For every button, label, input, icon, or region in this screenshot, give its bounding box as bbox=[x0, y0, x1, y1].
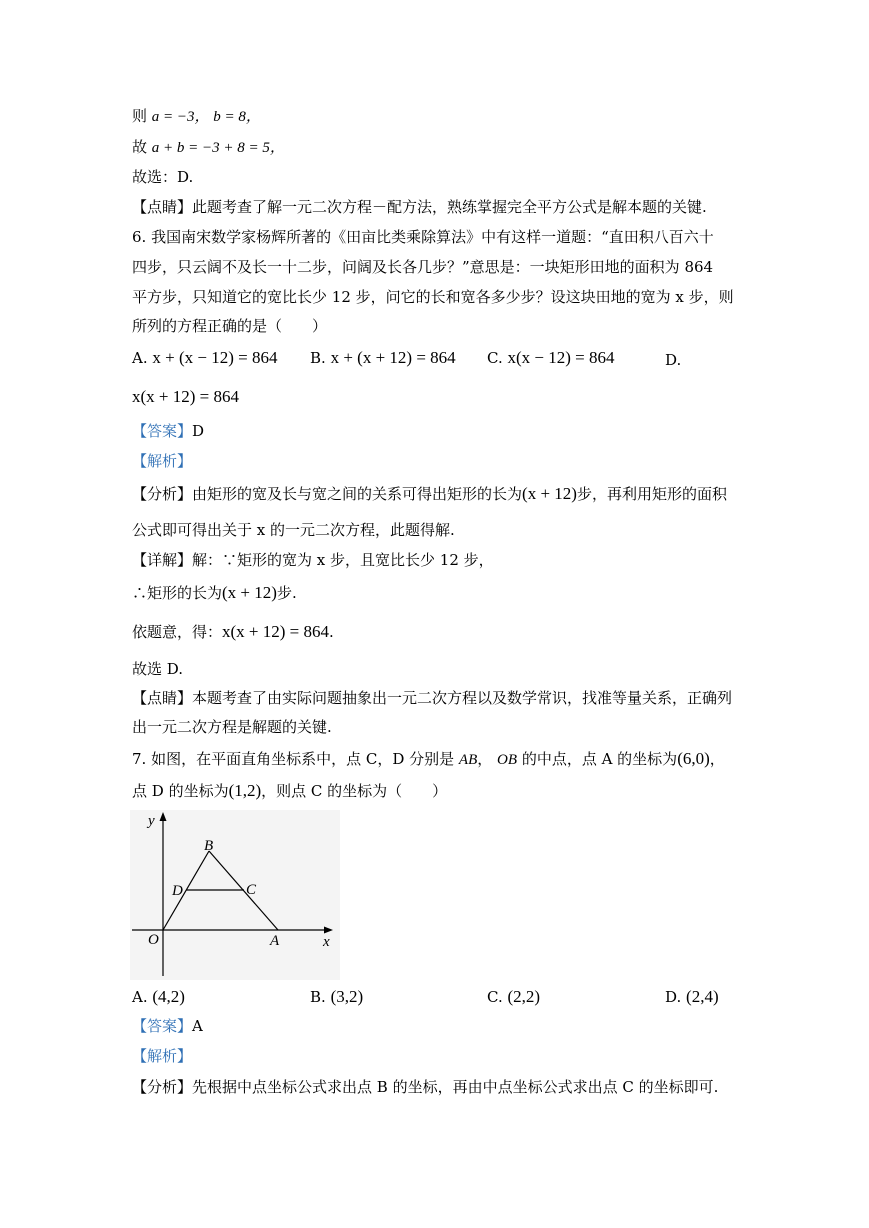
question-7-line: 点 D 的坐标为(1,2)，则点 C 的坐标为（ ） bbox=[132, 781, 448, 800]
answer-tag: 【答案】 bbox=[132, 1017, 193, 1035]
math-expression: (1,2) bbox=[228, 781, 262, 800]
option-b: B. x + (x + 12) = 864 bbox=[310, 348, 456, 367]
option-d-math: x(x + 12) = 864 bbox=[132, 387, 239, 406]
label-C: C bbox=[246, 882, 257, 898]
text-line: 则 a = −3， b = 8， bbox=[132, 107, 261, 125]
question-6-line: 所列的方程正确的是（ ） bbox=[132, 317, 328, 335]
text-line: 故选：D. bbox=[132, 168, 194, 186]
option-b: B. (3,2) bbox=[310, 987, 364, 1006]
math-expression: a + b = −3 + 8 = 5， bbox=[151, 140, 285, 156]
option-c: C. x(x − 12) = 864 bbox=[487, 348, 615, 367]
section-tag: 【点睛】 bbox=[132, 198, 193, 216]
question-6-line: 四步，只云阔不及长一十二步，问阔及长各几步？”意思是：一块矩形田地的面积为 864 bbox=[132, 258, 714, 276]
section-tag: 【详解】 bbox=[132, 551, 193, 569]
option-c-math: (2,2) bbox=[507, 987, 541, 1006]
option-d: D. (2,4) bbox=[665, 987, 719, 1006]
label-O: O bbox=[148, 932, 159, 948]
solution-line: 依题意，得：x(x + 12) = 864. bbox=[132, 622, 334, 641]
option-b-math: (3,2) bbox=[330, 987, 364, 1006]
math-expression: (x + 12) bbox=[522, 484, 577, 503]
comment-line: 【点睛】此题考查了解一元二次方程－配方法，熟练掌握完全平方公式是解本题的关键. bbox=[132, 198, 707, 216]
section-tag: 【分析】 bbox=[132, 1078, 193, 1096]
analysis-tag: 【解析】 bbox=[132, 1047, 193, 1065]
math-expression: (6,0) bbox=[677, 749, 710, 768]
analysis-line: 公式即可得出关于 x 的一元二次方程，此题得解. bbox=[132, 521, 455, 539]
label-A: A bbox=[270, 933, 280, 949]
analysis-tag: 【解析】 bbox=[132, 452, 193, 470]
analysis-line: 【分析】先根据中点坐标公式求出点 B 的坐标，再由中点坐标公式求出点 C 的坐标即可. bbox=[132, 1078, 719, 1096]
math-expression: (x + 12) bbox=[222, 583, 277, 602]
comment-line: 【点睛】本题考查了由实际问题抽象出一元二次方程以及数学常识，找准等量关系，正确列 bbox=[132, 689, 733, 707]
label-y: y bbox=[148, 813, 155, 829]
label-D: D bbox=[172, 883, 183, 899]
option-a: A. x + (x − 12) = 864 bbox=[132, 348, 278, 367]
label-B: B bbox=[204, 838, 214, 854]
question-6-line: 6. 我国南宋数学家杨辉所著的《田亩比类乘除算法》中有这样一道题：“直田积八百六十 bbox=[132, 228, 714, 246]
option-b-math: x + (x + 12) = 864 bbox=[330, 348, 456, 367]
math-expression: OB bbox=[497, 752, 518, 768]
answer-line: 【答案】A bbox=[132, 1017, 203, 1035]
option-a: A. (4,2) bbox=[132, 987, 185, 1006]
option-d-math: (2,4) bbox=[686, 987, 719, 1006]
section-tag: 【点睛】 bbox=[132, 689, 193, 707]
text-line: 故 a + b = −3 + 8 = 5， bbox=[132, 138, 285, 156]
analysis-line: 【分析】由矩形的宽及长与宽之间的关系可得出矩形的长为(x + 12)步，再利用矩形的面积 bbox=[132, 484, 727, 503]
option-d-label: D. bbox=[665, 351, 682, 369]
option-c-math: x(x − 12) = 864 bbox=[507, 348, 615, 367]
solution-line: 故选 D. bbox=[132, 660, 184, 678]
comment-line: 出一元二次方程是解题的关键. bbox=[132, 718, 332, 736]
question-7-line: 7. 如图，在平面直角坐标系中，点 C，D 分别是 AB， OB 的中点，点 A 的坐标为(6,0)， bbox=[132, 749, 725, 768]
math-expression: a = −3， b = 8， bbox=[151, 109, 261, 125]
option-d bbox=[132, 386, 239, 408]
question-6-line: 平方步，只知道它的宽比长少 12 步，问它的长和宽各多少步？设这块田地的宽为 x 步，则 bbox=[132, 288, 734, 306]
math-expression: x(x + 12) = 864 bbox=[222, 622, 330, 641]
option-a-math: (4,2) bbox=[152, 987, 185, 1006]
section-tag: 【分析】 bbox=[132, 485, 193, 503]
figure-background bbox=[130, 810, 340, 980]
coordinate-figure bbox=[130, 810, 340, 980]
label-x: x bbox=[323, 934, 330, 950]
solution-line: 【详解】解：∵矩形的宽为 x 步，且宽比长少 12 步， bbox=[132, 551, 494, 569]
solution-line: ∴矩形的长为(x + 12)步. bbox=[132, 583, 297, 602]
math-expression: AB bbox=[458, 752, 478, 768]
answer-tag: 【答案】 bbox=[132, 422, 193, 440]
option-c: C. (2,2) bbox=[487, 987, 541, 1006]
option-a-math: x + (x − 12) = 864 bbox=[152, 348, 278, 367]
answer-line: 【答案】D bbox=[132, 422, 205, 440]
